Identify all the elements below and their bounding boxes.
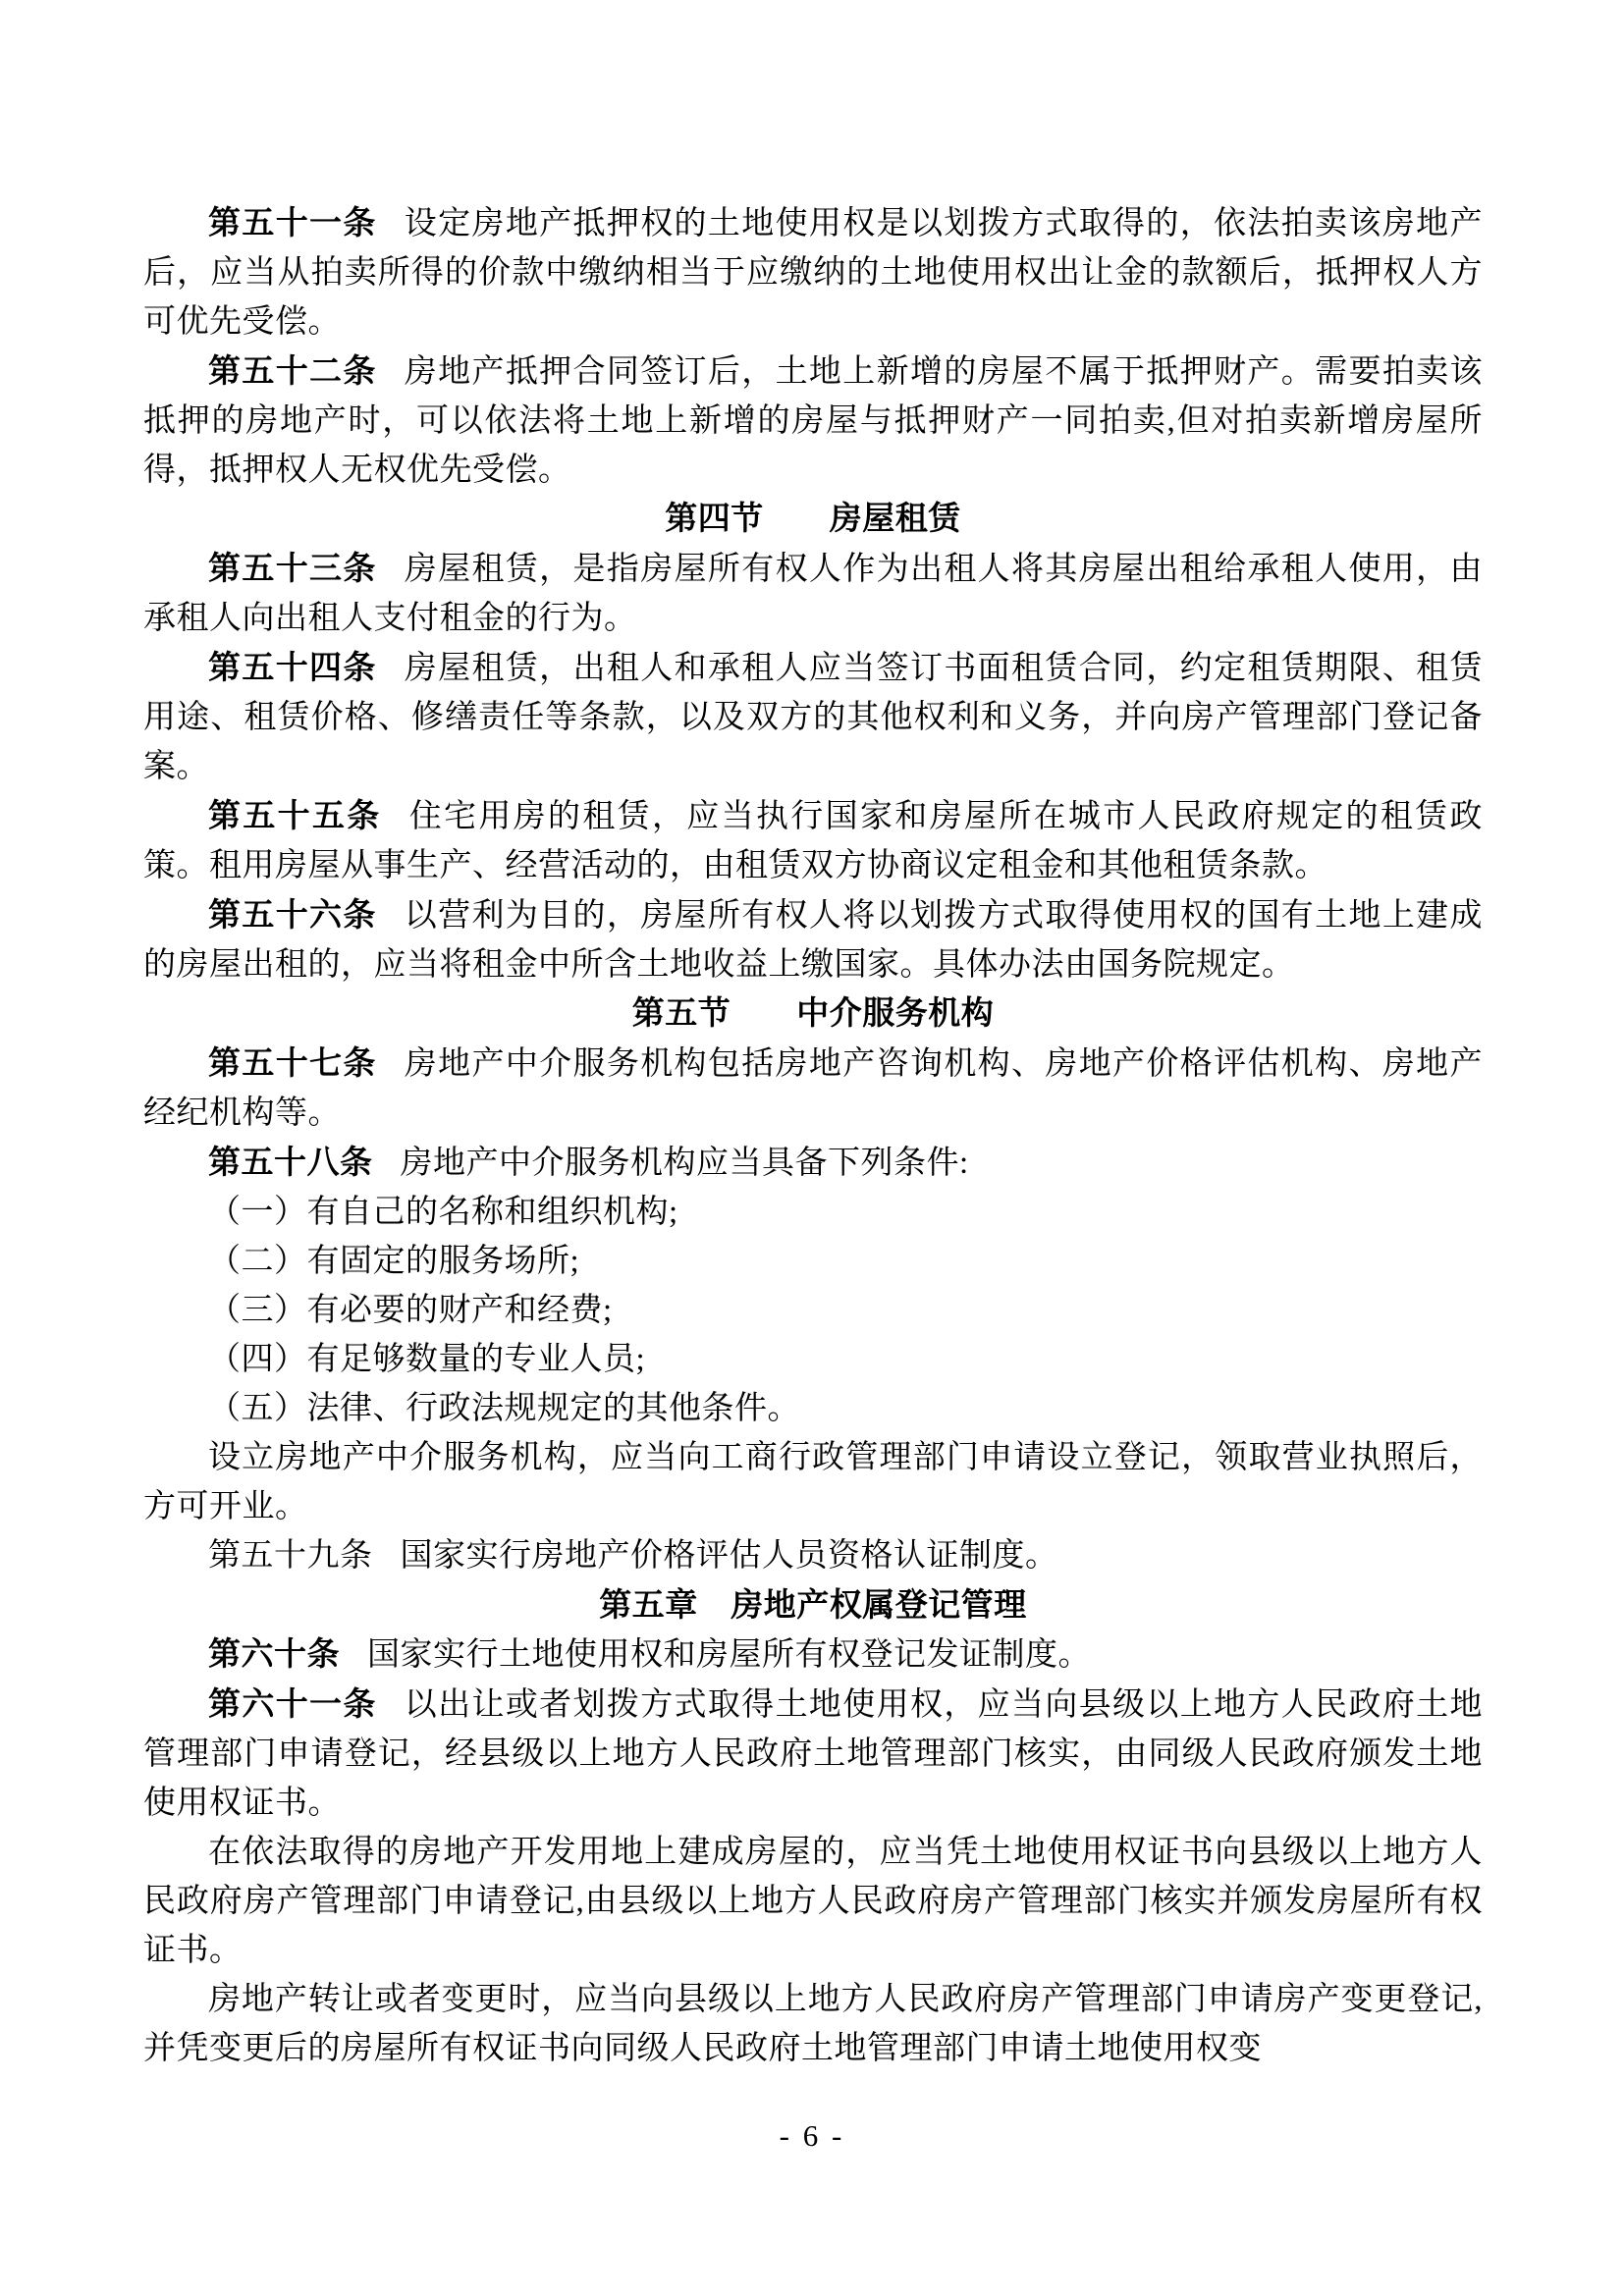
article-paragraph	[143, 791, 1483, 890]
article-number: 第六十条	[208, 1635, 340, 1672]
list-item-text: （一）有自己的名称和组织机构;	[208, 1195, 678, 1230]
list-item-text: （五）法律、行政法规规定的其他条件。	[208, 1391, 800, 1426]
article-text: 房地产中介服务机构包括房地产咨询机构、房地产价格评估机构、房地产经纪机构等。	[143, 1046, 1484, 1131]
article-number: 第五十九条	[208, 1538, 373, 1574]
article-number: 第五十四条	[208, 649, 377, 685]
list-item	[143, 1188, 1483, 1237]
article-text: 以出让或者划拨方式取得土地使用权，应当向县级以上地方人民政府土地管理部门申请登记，经县级以上地方人民政府土地管理部门核实，由同级人民政府颁发土地使用权证书。	[143, 1687, 1484, 1821]
list-item	[143, 1335, 1483, 1384]
article-paragraph	[143, 347, 1483, 495]
article-number: 第五十二条	[208, 352, 377, 389]
article-paragraph	[143, 1039, 1483, 1138]
article-number: 第五十五条	[208, 797, 382, 833]
article-paragraph	[143, 1138, 1483, 1188]
article-number: 第五十六条	[208, 896, 377, 933]
article-number: 第六十一条	[208, 1685, 377, 1722]
list-item-text: （二）有固定的服务场所;	[208, 1244, 580, 1279]
list-item-text: （四）有足够数量的专业人员;	[208, 1342, 646, 1377]
article-text: 房地产中介服务机构应当具备下列条件:	[400, 1146, 969, 1181]
article-paragraph	[143, 1629, 1483, 1680]
article-text: 国家实行土地使用权和房屋所有权登记发证制度。	[367, 1637, 1092, 1673]
body-paragraph	[143, 1975, 1483, 2073]
article-paragraph	[143, 1531, 1483, 1580]
list-item-text: （三）有必要的财产和经费;	[208, 1293, 613, 1328]
section-heading: 第五节 中介服务机构	[631, 996, 995, 1032]
article-text: 房屋租赁，是指房屋所有权人作为出租人将其房屋出租给承租人使用，由承租人向出租人支付租金的行为。	[143, 552, 1484, 636]
article-paragraph	[143, 643, 1483, 791]
article-text: 住宅用房的租赁，应当执行国家和房屋所在城市人民政府规定的租赁政策。租用房屋从事生产、经营活动的，由租赁双方协商议定租金和其他租赁条款。	[143, 799, 1484, 883]
paragraph-text: 设立房地产中介服务机构，应当向工商行政管理部门申请设立登记，领取营业执照后，方可开业。	[143, 1440, 1483, 1524]
article-text: 房屋租赁，出租人和承租人应当签订书面租赁合同，约定租赁期限、租赁用途、租赁价格、修缮责任等条款，以及双方的其他权利和义务，并向房产管理部门登记备案。	[143, 651, 1484, 784]
article-number: 第五十一条	[208, 204, 377, 240]
article-number: 第五十八条	[208, 1144, 373, 1180]
article-paragraph	[143, 890, 1483, 989]
article-text: 设定房地产抵押权的土地使用权是以划拨方式取得的，依法拍卖该房地产后，应当从拍卖所得的价款中缴纳相当于应缴纳的土地使用权出让金的款额后，抵押权人方可优先受偿。	[143, 206, 1484, 340]
paragraph-text: 房地产转让或者变更时，应当向县级以上地方人民政府房产管理部门申请房产变更登记,并凭变更后的房屋所有权证书向同级人民政府土地管理部门申请土地使用权变	[143, 1982, 1483, 2066]
document-body	[143, 198, 1483, 2073]
list-item	[143, 1384, 1483, 1433]
article-paragraph	[143, 198, 1483, 347]
page-number: - 6 -	[779, 2118, 845, 2153]
list-item	[143, 1286, 1483, 1335]
article-paragraph	[143, 1680, 1483, 1828]
article-text: 以营利为目的，房屋所有权人将以划拨方式取得使用权的国有土地上建成的房屋出租的，应当将租金中所含土地收益上缴国家。具体办法由国务院规定。	[143, 898, 1484, 983]
paragraph-text: 在依法取得的房地产开发用地上建成房屋的，应当凭土地使用权证书向县级以上地方人民政府房产管理部门申请登记,由县级以上地方人民政府房产管理部门核实并颁发房屋所有权证书。	[143, 1835, 1483, 1968]
chapter-heading: 第五章 房地产权属登记管理	[599, 1586, 1027, 1623]
article-number: 第五十七条	[208, 1044, 377, 1081]
article-text: 房地产抵押合同签订后，土地上新增的房屋不属于抵押财产。需要拍卖该抵押的房地产时，可以依法将土地上新增的房屋与抵押财产一同拍卖,但对拍卖新增房屋所得，抵押权人无权优先受偿。	[143, 354, 1484, 488]
article-paragraph	[143, 544, 1483, 643]
body-paragraph	[143, 1433, 1483, 1531]
article-text: 国家实行房地产价格评估人员资格认证制度。	[400, 1538, 1058, 1574]
body-paragraph	[143, 1828, 1483, 1975]
list-item	[143, 1237, 1483, 1286]
article-number: 第五十三条	[208, 550, 377, 586]
section-heading: 第四节 房屋租赁	[665, 502, 961, 537]
